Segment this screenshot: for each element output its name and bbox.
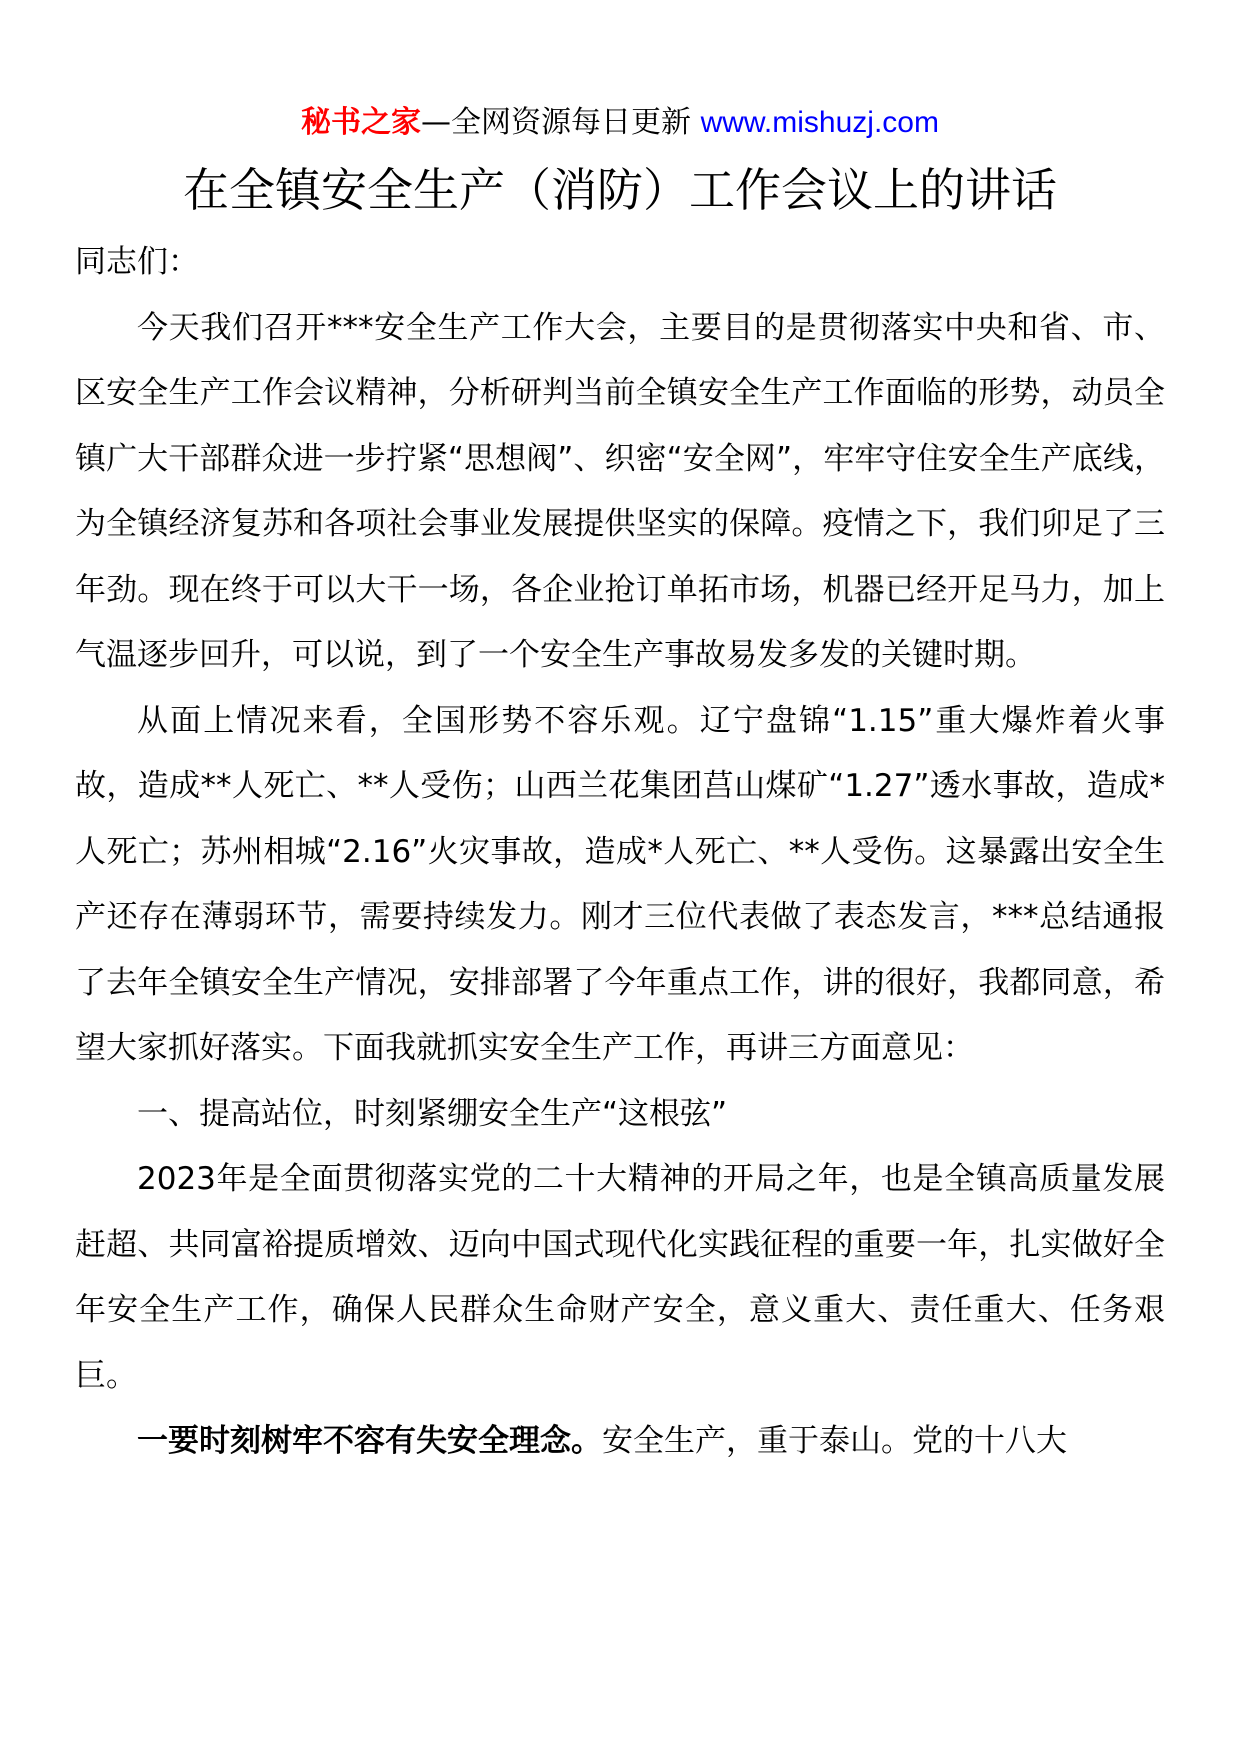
point-one-text: 安全生产，重于泰山。党的十八大 bbox=[602, 1423, 1067, 1459]
point-one-lead: 一要时刻树牢不容有失安全理念。 bbox=[137, 1423, 602, 1459]
brand-name: 秘书之家 bbox=[301, 105, 422, 140]
header-tagline: —全网资源每日更新 bbox=[421, 105, 701, 140]
section-paragraph: 2023年是全面贯彻落实党的二十大精神的开局之年，也是全镇高质量发展赶超、共同富裕提质增效、迈向中国式现代化实践征程的重要一年，扎实做好全年安全生产工作，确保人民群众生命财产安全，意义重大、责任重大、任务艰巨。 bbox=[75, 1161, 1165, 1394]
section-heading: 一、提高站位，时刻紧绷安全生产“这根弦” bbox=[137, 1095, 728, 1132]
document-title: 在全镇安全生产（消防）工作会议上的讲话 bbox=[183, 163, 1057, 217]
salutation: 同志们： bbox=[75, 244, 199, 280]
body-paragraph: 今天我们召开***安全生产工作大会，主要目的是贯彻落实中央和省、市、区安全生产工作会议精神，分析研判当前全镇安全生产工作面临的形势，动员全镇广大干部群众进一步拧紧“思想阀”、织密“安全网”，牢牢守住安全生产底线，为全镇经济复苏和各项社会事业发展提供坚实的保障。疫情之下，我们卯足了三年劲。现在终于可以大干一场，各企业抢订单拓市场，机器已经开足马力，加上气温逐步回升，可以说，到了一个安全生产事故易发多发的关键时期。 bbox=[75, 309, 1165, 673]
point-one-paragraph bbox=[75, 1409, 1165, 1475]
site-url-link[interactable]: www.mishuzj.com bbox=[700, 106, 939, 139]
body-paragraph: 从面上情况来看，全国形势不容乐观。辽宁盘锦“1.15”重大爆炸着火事故，造成**人死亡、**人受伤；山西兰花集团莒山煤矿“1.27”透水事故，造成*人死亡；苏州相城“2.16”火灾事故，造成*人死亡、**人受伤。这暴露出安全生产还存在薄弱环节，需要持续发力。刚才三位代表做了表态发言，***总结通报了去年全镇安全生产情况，安排部署了今年重点工作，讲的很好，我都同意，希望大家抓好落实。下面我就抓实安全生产工作，再讲三方面意见： bbox=[75, 702, 1165, 1066]
site-header bbox=[0, 103, 1240, 143]
document-body bbox=[75, 230, 1165, 1475]
